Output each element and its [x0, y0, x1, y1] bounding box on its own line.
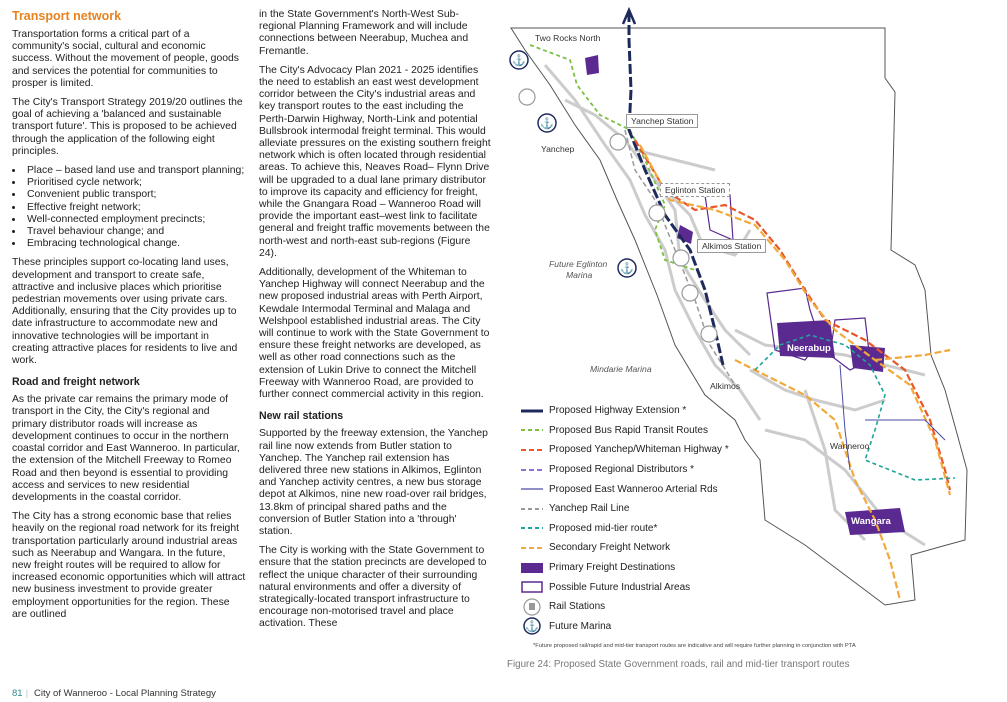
text-column-left: [12, 9, 246, 628]
svg-text:⚓: ⚓: [512, 55, 526, 67]
legend-item: Rail Stations: [521, 597, 729, 617]
list-item: • Convenient public transport;: [24, 189, 246, 201]
future-marina-icon: [538, 114, 556, 132]
paragraph: These principles support co-locating land uses, development and transport to create safe, attractive and inclusive places which prioritise pedestrian movements over using private cars. Additionally, ensuring that the City provides up to date infrastructure to accommodate new and innovative technologies will be important in creating attractive places for residents to live and work.: [12, 257, 238, 367]
map-label: Yanchep: [541, 144, 575, 154]
rail-station-icon: [682, 285, 698, 301]
list-item: • Prioritised cycle network;: [24, 177, 246, 189]
map-label-eglinton-station: Eglinton Station: [660, 183, 730, 197]
list-item: • Embracing technological change.: [24, 238, 246, 250]
map-label-yanchep-station: Yanchep Station: [626, 114, 698, 128]
map-label-alkimos-station: Alkimos Station: [697, 239, 766, 253]
map-label-neerabup: Neerabup: [787, 343, 831, 354]
map-label: Two Rocks North: [535, 33, 601, 43]
legend-item: Proposed East Wanneroo Arterial Rds: [549, 483, 718, 495]
paragraph: Additionally, development of the Whiteman to Yanchep Highway will connect Neerabup and the new proposed industrial areas with Perth Airport, Kewdale Intermodal Terminal and Malaga and Welshpool established industrial areas. The City will continue to work with the State Government to ensure these freight networks are developed, as well as other road connections such as the extension of Lukin Drive to connect the Mitchell Freeway with Wanneroo Road, are provided to further connect commercial activity in this region.: [259, 267, 490, 401]
rail-station-icon: [610, 134, 626, 150]
page-number: 81: [12, 688, 23, 699]
map-label: Wanneroo: [830, 441, 870, 451]
rail-station-icon: [673, 250, 689, 266]
legend-item: Proposed Highway Extension *: [549, 405, 687, 417]
map-label: Marina: [566, 270, 593, 280]
svg-text:⚓: ⚓: [540, 118, 554, 130]
paragraph: Supported by the freeway extension, the Yanchep rail line now extends from Butler station to Yanchep. The Yanchep rail extension has delivered three new stations in Alkimos, Eglinton and Yanchep activity centres, a new bus storage depot at Alkimos, nine new road-over rail bridges, 13.8km of principal shared paths and the conversion of Butler Station into a 'through' station.: [259, 428, 488, 537]
legend-item: Proposed Yanchep/Whiteman Highway *: [549, 444, 729, 456]
rail-station-icon: [701, 326, 717, 342]
legend-item: Yanchep Rail Line: [549, 503, 630, 515]
legend-item: Secondary Freight Network: [549, 542, 671, 554]
text-column-middle: [259, 9, 491, 638]
rail-station-icon: [519, 89, 535, 105]
anchor-icon: [523, 617, 541, 635]
legend-item: Proposed Regional Distributors *: [549, 464, 695, 476]
paragraph: The City has a strong economic base that relies heavily on the regional road network for its freight transportation particularly around industrial areas such as Neerabup and Wangara. In the future, new freight routes will be required to allow for increased economic opportunities which will attract new business investment to provide greater employment opportunities for the region. These are outlined: [12, 511, 246, 620]
section-title: Transport network: [12, 9, 122, 23]
legend-item: Proposed mid-tier route*: [549, 522, 658, 534]
map-label-wangara: Wangara: [851, 516, 891, 527]
svg-text:⚓: ⚓: [620, 263, 634, 275]
legend-item: Primary Freight Destinations: [521, 558, 729, 578]
paragraph: The City is working with the State Government to ensure that the station precincts are developed to reflect the unique character of their surrounding natural environments and offer a diversity of strategically-located transport infrastructure to encourage non-motorised travel and place activation. These: [259, 545, 487, 630]
legend-item: Possible Future Industrial Areas: [521, 577, 729, 597]
map-label: Alkimos: [710, 381, 741, 391]
list-item: • Effective freight network;: [24, 202, 246, 214]
rail-station-icon: [523, 598, 541, 616]
list-item: • Travel behaviour change; and: [24, 226, 246, 238]
page-footer: 81 | City of Wanneroo - Local Planning Strategy: [12, 688, 216, 699]
figure-caption: Figure 24: Proposed State Government roads, rail and mid-tier transport routes: [507, 659, 850, 670]
map-legend: [521, 401, 729, 636]
paragraph: The City's Transport Strategy 2019/20 outlines the goal of achieving a 'balanced and sustainable transport future'. This is proposed to be achieved through the application of the following eight principles.: [12, 97, 243, 157]
legend-item: Proposed Bus Rapid Transit Routes: [549, 424, 708, 436]
map-label: Mindarie Marina: [590, 364, 652, 374]
legend-item: ⚓ Future Marina: [521, 617, 729, 637]
future-marina-icon: [618, 259, 636, 277]
map-footnote: *Future proposed rail/rapid and mid-tier transport routes are indicative and will require further planning in conjunction with PTA: [533, 643, 856, 649]
paragraph: As the private car remains the primary mode of transport in the City, the City's regional and primary distributor roads will increase as development continues to occur in the northern coastal corridor and East Wanneroo. In particular, the extension of the Mitchell Freeway to Romeo Road and then beyond is essential to providing access and services to new residential developments in the coastal corridor.: [12, 394, 240, 503]
paragraph: The City's Advocacy Plan 2021 - 2025 identifies the need to establish an east west development corridor between the City's industrial areas and key transport routes to the east including the Perth-Darwin Highway, North-Link and potential Bullsbrook intermodal freight terminal. This would alleviate pressures on the existing southern freight network which is often located through residential areas. To achieve this, Neaves Road– Flynn Drive will be upgraded to a dual lane primary distributor to improve its capacity and efficiency for freight, while the Gnangara Road – Wanneroo Road will provide the important east–west link to facilitate general and freight traffic movements between the north-west and north-east sub-regions (Figure 24).: [259, 64, 491, 259]
svg-text:⚓: ⚓: [525, 621, 539, 634]
future-marina-icon: [510, 51, 528, 69]
paragraph: in the State Government's North-West Sub-regional Planning Framework and will include connections between Neerabup, Muchea and Fremantle.: [259, 9, 469, 57]
rail-station-icon: [649, 205, 665, 221]
map-label: Future Eglinton: [549, 259, 608, 269]
subheading: Road and freight network: [12, 376, 140, 389]
subheading: New rail stations: [259, 410, 344, 423]
paragraph: Transportation forms a critical part of a community's social, cultural and economic success. Without the movement of people, goods and services the potential for communities to prosper is limited.: [12, 29, 239, 89]
document-title: City of Wanneroo - Local Planning Strategy: [34, 688, 216, 699]
principles-list: [12, 165, 246, 250]
list-item: • Well-connected employment precincts;: [24, 214, 246, 226]
list-item: • Place – based land use and transport planning;: [24, 165, 246, 177]
